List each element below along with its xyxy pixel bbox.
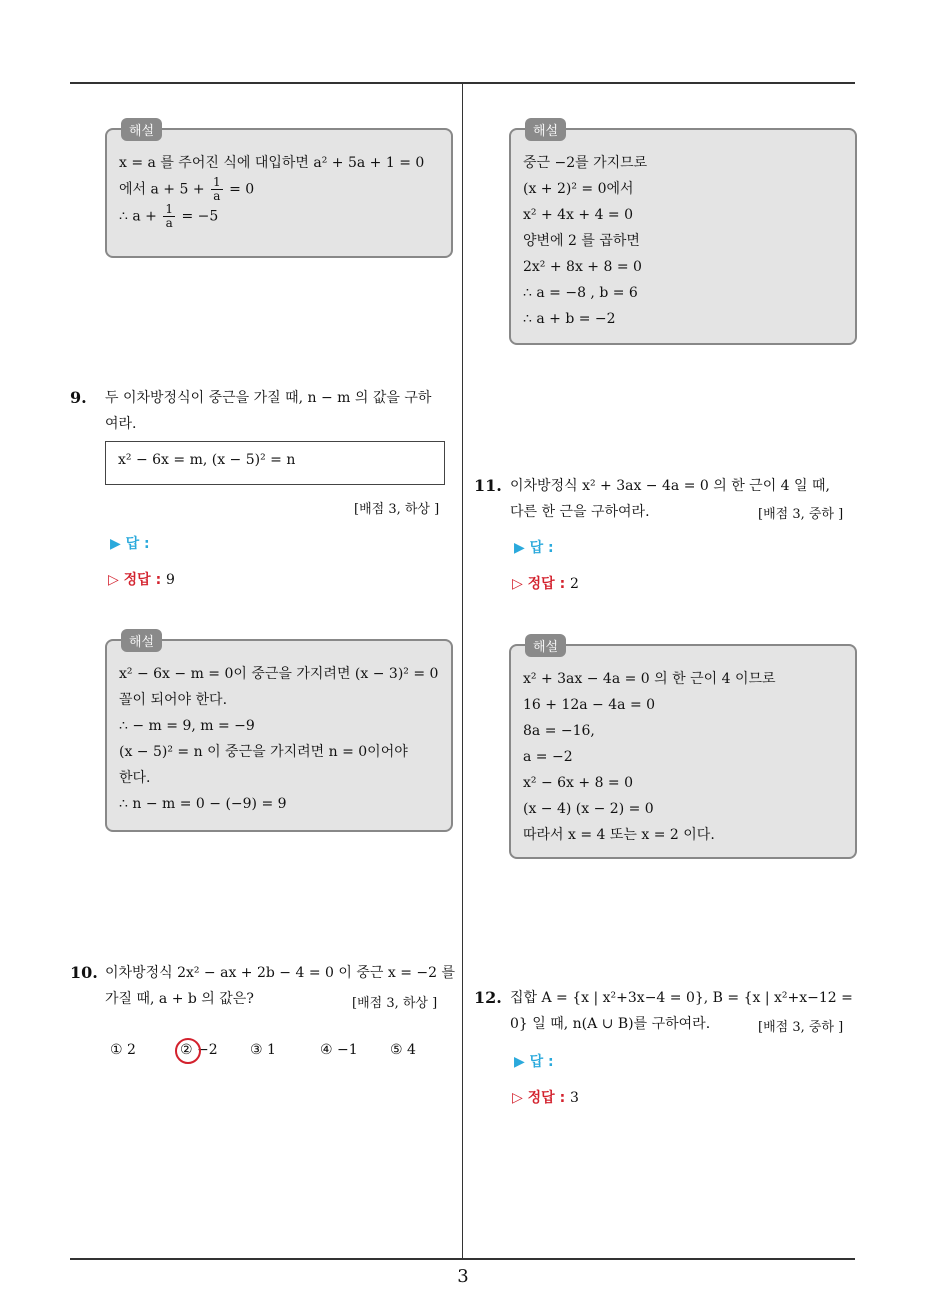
solution-box-q11 xyxy=(509,640,857,859)
choice-5[interactable]: ⑤ 4 xyxy=(390,1042,416,1058)
solution-line: ∴ − m = 9, m = −9 xyxy=(119,718,255,734)
solution-line: 한다. xyxy=(119,770,151,786)
solution-line xyxy=(119,176,441,203)
given-equations: x² − 6x = m, (x − 5)² = n xyxy=(105,441,445,485)
solution-label: 해설 xyxy=(525,634,566,657)
correct-answer xyxy=(108,569,175,589)
question-line: 0} 일 때, n(A ∪ B)를 구하여라. xyxy=(510,1016,711,1032)
frac-num: 1 xyxy=(165,202,173,216)
question-line: 이차방정식 2x² − ax + 2b − 4 = 0 이 중근 x = −2 를 xyxy=(105,965,455,981)
choices xyxy=(110,1042,450,1066)
solution-label: 해설 xyxy=(121,629,162,652)
solution-line xyxy=(119,203,441,230)
bottom-rule xyxy=(70,1258,855,1260)
choice-2[interactable] xyxy=(180,1042,218,1058)
frac-num: 1 xyxy=(213,175,221,189)
selected-circle-mark xyxy=(175,1038,201,1064)
question-number: 9. xyxy=(70,388,87,407)
question-text xyxy=(105,385,457,437)
solution-label: 해설 xyxy=(525,118,566,141)
correct-value: 3 xyxy=(570,1090,579,1106)
correct-answer xyxy=(512,573,579,593)
score: [배점 3, 중하 ] xyxy=(758,507,844,522)
solution-line: x² + 4x + 4 = 0 xyxy=(523,207,634,223)
solution-line: 양변에 2 를 곱하면 xyxy=(523,233,640,249)
solution-box-q9 xyxy=(105,635,453,832)
frac-den: a xyxy=(213,189,221,203)
page-number: 3 xyxy=(457,1266,469,1287)
question-number: 10. xyxy=(70,963,98,982)
solution-line: x² + 3ax − 4a = 0 의 한 근이 4 이므로 xyxy=(523,671,776,687)
score: [배점 3, 하상 ] xyxy=(354,502,440,517)
question-line: 두 이차방정식이 중근을 가질 때, n − m 의 값을 구하 xyxy=(105,390,432,406)
solution-line: a = −2 xyxy=(523,749,573,765)
question-line: 이차방정식 x² + 3ax − 4a = 0 의 한 근이 4 일 때, xyxy=(510,478,830,494)
solution-line: x² − 6x − m = 0이 중근을 가지려면 (x − 3)² = 0 xyxy=(119,666,439,682)
solution-line: (x − 4) (x − 2) = 0 xyxy=(523,801,654,817)
choice-4[interactable]: ④ −1 xyxy=(320,1042,358,1058)
question-number: 11. xyxy=(474,476,502,495)
question-line: 여라. xyxy=(105,416,137,432)
correct-label: ▷ 정답 : xyxy=(512,576,566,592)
solution-line: ∴ a = −8 , b = 6 xyxy=(523,285,638,301)
solution-line: ∴ a + b = −2 xyxy=(523,311,616,327)
choice-1[interactable]: ① 2 xyxy=(110,1042,136,1058)
fraction xyxy=(163,203,175,230)
solution-line: x = a 를 주어진 식에 대입하면 a² + 5a + 1 = 0 xyxy=(119,155,425,171)
question-line: 다른 한 근을 구하여라. xyxy=(510,504,650,520)
question-line: 가질 때, a + b 의 값은? xyxy=(105,991,254,1007)
correct-label: ▷ 정답 : xyxy=(108,572,162,588)
solution-line: 8a = −16, xyxy=(523,723,595,739)
answer-input-label[interactable]: ▶ 답 : xyxy=(110,536,150,552)
answer-input-label[interactable]: ▶ 답 : xyxy=(514,540,554,556)
solution-line: 중근 −2를 가지므로 xyxy=(523,155,648,171)
correct-value: 9 xyxy=(166,572,175,588)
column-divider xyxy=(462,83,463,1259)
correct-value: 2 xyxy=(570,576,579,592)
correct-answer xyxy=(512,1087,579,1107)
solution-line: 16 + 12a − 4a = 0 xyxy=(523,697,656,713)
solution-label: 해설 xyxy=(121,118,162,141)
frac-den: a xyxy=(165,216,173,230)
line-suffix: = −5 xyxy=(181,208,219,225)
correct-label: ▷ 정답 : xyxy=(512,1090,566,1106)
answer-input-label[interactable]: ▶ 답 : xyxy=(514,1054,554,1070)
score: [배점 3, 중하 ] xyxy=(758,1020,844,1035)
solution-box-q8 xyxy=(105,124,453,258)
solution-line: ∴ n − m = 0 − (−9) = 9 xyxy=(119,796,287,812)
line-suffix: = 0 xyxy=(229,181,255,198)
solution-line: (x + 2)² = 0에서 xyxy=(523,181,634,197)
solution-box-q10 xyxy=(509,124,857,345)
line-prefix: 에서 a + 5 + xyxy=(119,181,205,198)
solution-line: x² − 6x + 8 = 0 xyxy=(523,775,634,791)
solution-line: (x − 5)² = n 이 중근을 가지려면 n = 0이어야 xyxy=(119,744,408,760)
question-line: 집합 A = {x | x²+3x−4 = 0}, B = {x | x²+x−12 = xyxy=(510,990,853,1006)
choice-3[interactable]: ③ 1 xyxy=(250,1042,276,1058)
question-number: 12. xyxy=(474,988,502,1007)
score: [배점 3, 하상 ] xyxy=(352,996,438,1011)
solution-line: 꼴이 되어야 한다. xyxy=(119,692,228,708)
choice-label: ② −2 xyxy=(180,1042,218,1058)
solution-line: 2x² + 8x + 8 = 0 xyxy=(523,259,642,275)
line-prefix: ∴ a + xyxy=(119,208,157,225)
fraction xyxy=(211,176,223,203)
solution-line: 따라서 x = 4 또는 x = 2 이다. xyxy=(523,827,715,843)
